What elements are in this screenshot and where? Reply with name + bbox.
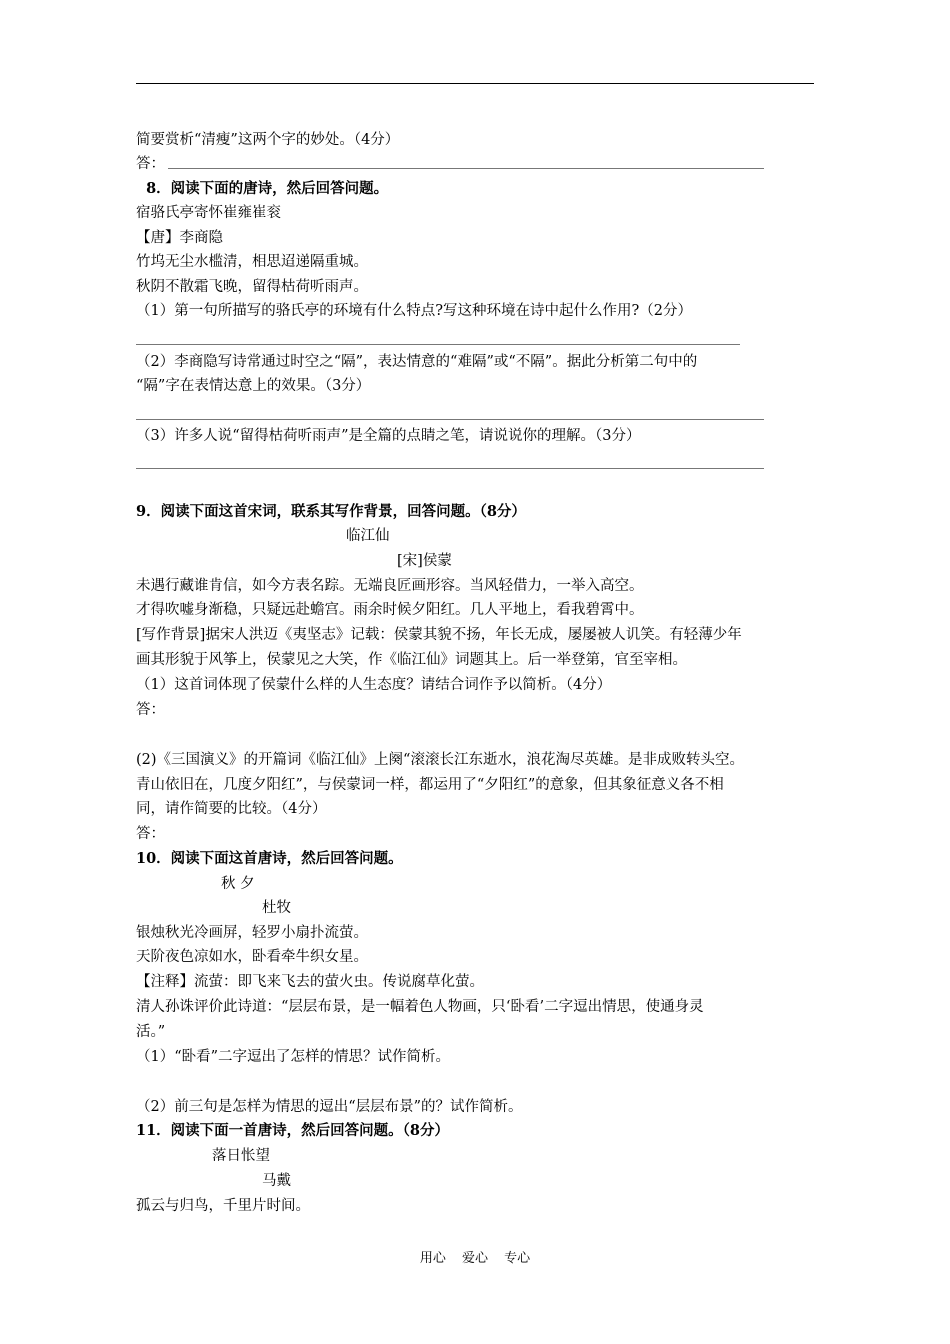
- text-line: （2）李商隐写诗常通过时空之“隔”，表达情意的“难隔”或“不隔”。据此分析第二句中的: [136, 354, 698, 370]
- header-rule: [136, 83, 814, 84]
- text-line: 杜牧: [262, 900, 291, 916]
- text-line: 宿骆氏亭寄怀崔雍崔衮: [136, 205, 281, 221]
- text-line: 答：: [136, 156, 165, 172]
- text-line: 画其形貌于风筝上，侯蒙见之大笑，作《临江仙》词题其上。后一举登第，官至宰相。: [136, 652, 687, 668]
- text-line: 答：: [136, 826, 165, 842]
- text-line: 清人孙诛评价此诗道：“层层布景，是一幅着色人物画，只‘卧看’二字逗出情思，使通身灵: [136, 999, 704, 1015]
- footer-text: 专心: [504, 1251, 531, 1266]
- text-line: 竹坞无尘水槛清，相思迢递隔重城。: [136, 254, 368, 270]
- text-line: 天阶夜色凉如水，卧看牵牛织女星。: [136, 949, 368, 965]
- text-line: 同，请作简要的比较。（4分）: [136, 801, 327, 817]
- text-line: 【注释】流萤：即飞来飞去的萤火虫。传说腐草化萤。: [136, 974, 484, 990]
- text-line: 简要赏析“清瘦”这两个字的妙处。（4分）: [136, 132, 400, 148]
- text-line: 未遇行藏谁肯信，如今方表名踪。无端良匠画形容。当风轻借力，一举入高空。: [136, 578, 644, 594]
- text-line: 青山依旧在，几度夕阳红”，与侯蒙词一样，都运用了“夕阳红”的意象，但其象征意义各不相: [136, 777, 724, 793]
- text-line: 才得吹嘘身渐稳，只疑远赴蟾宫。雨余时候夕阳红。几人平地上，看我碧霄中。: [136, 602, 644, 618]
- text-line: 活。”: [136, 1024, 166, 1040]
- answer-line: [136, 468, 764, 469]
- text-line: [写作背景]据宋人洪迈《夷坚志》记载：侯蒙其貌不扬，年长无成，屡屡被人讥笑。有轻薄少年: [136, 627, 742, 643]
- text-line: 秋 夕: [221, 876, 255, 892]
- text-line: 11．阅读下面一首唐诗，然后回答问题。（8分）: [136, 1122, 450, 1139]
- text-line: 孤云与归鸟，千里片时间。: [136, 1198, 310, 1214]
- footer-text: 爱心: [461, 1251, 488, 1266]
- text-line: “隔”字在表情达意上的效果。（3分）: [136, 378, 371, 394]
- text-line: （1）第一句所描写的骆氏亭的环境有什么特点?写这种环境在诗中起什么作用?（2分）: [136, 303, 692, 319]
- text-line: 8．阅读下面的唐诗，然后回答问题。: [136, 180, 389, 197]
- text-line: 【唐】李商隐: [136, 230, 223, 246]
- text-line: 马戴: [262, 1173, 291, 1189]
- text-line: 10．阅读下面这首唐诗，然后回答问题。: [136, 850, 403, 867]
- answer-line: [168, 168, 764, 169]
- text-line: (2)《三国演义》的开篇词《临江仙》上阕“滚滚长江东逝水，浪花淘尽英雄。是非成败转头空。: [136, 752, 744, 768]
- text-line: [宋]侯蒙: [397, 553, 452, 569]
- answer-line: [136, 419, 764, 420]
- footer-text: 用心: [419, 1251, 446, 1266]
- text-line: （3）许多人说“留得枯荷听雨声”是全篇的点睛之笔，请说说你的理解。（3分）: [136, 428, 641, 444]
- text-line: 答：: [136, 702, 165, 718]
- answer-line: [136, 344, 740, 345]
- page-footer: [0, 1247, 950, 1266]
- text-line: （1）这首词体现了侯蒙什么样的人生态度？请结合词作予以简析。（4分）: [136, 677, 612, 693]
- text-line: （1）“卧看”二字逗出了怎样的情思？试作简析。: [136, 1049, 451, 1065]
- text-line: 临江仙: [346, 528, 390, 544]
- text-line: 9．阅读下面这首宋词，联系其写作背景，回答问题。（8分）: [136, 503, 526, 520]
- text-line: 落日怅望: [212, 1148, 270, 1164]
- text-line: 银烛秋光冷画屏，轻罗小扇扑流萤。: [136, 925, 368, 941]
- text-line: （2）前三句是怎样为情思的逗出“层层布景”的？试作简析。: [136, 1099, 523, 1115]
- text-line: 秋阴不散霜飞晚，留得枯荷听雨声。: [136, 279, 368, 295]
